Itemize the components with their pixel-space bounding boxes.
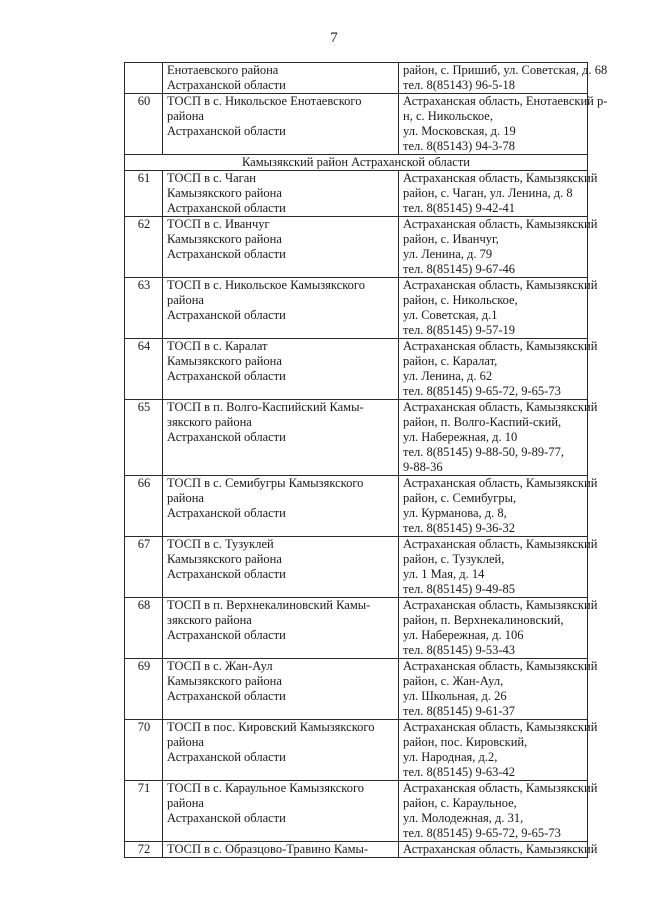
table-row — [125, 94, 588, 155]
office-name-cell — [163, 720, 399, 781]
office-address-line: тел. 8(85145) 9-42-41 — [403, 201, 516, 215]
row-number: 66 — [125, 476, 163, 537]
table-row — [125, 598, 588, 659]
office-name-line: Астраханской области — [167, 308, 286, 322]
office-address-line: ул. 1 Мая, д. 14 — [403, 567, 485, 581]
office-address-cell — [399, 598, 598, 659]
row-number: 70 — [125, 720, 163, 781]
table-row — [125, 781, 588, 842]
office-address-line: Астраханская область, Камызякский — [403, 720, 598, 734]
section-header-row — [125, 155, 588, 171]
office-name-line: района — [167, 491, 204, 505]
office-name-line: ТОСП в с. Семибугры Камызякского — [167, 476, 364, 490]
office-address-line: район, с. Чаган, ул. Ленина, д. 8 — [403, 186, 573, 200]
table-row — [125, 476, 588, 537]
office-address-line: ул. Советская, д.1 — [403, 308, 498, 322]
office-address-cell — [399, 476, 598, 537]
office-address-line: Астраханская область, Камызякский — [403, 598, 598, 612]
office-address-line: Астраханская область, Камызякский — [403, 659, 598, 673]
office-name-line: Астраханской области — [167, 201, 286, 215]
table-row — [125, 63, 588, 94]
office-name-line: ТОСП в с. Иванчуг — [167, 217, 270, 231]
section-title: Камызякский район Астраханской области — [125, 155, 588, 171]
office-address-cell — [399, 537, 598, 598]
office-address-line: район, с. Никольское, — [403, 293, 518, 307]
office-registry-table — [124, 62, 608, 858]
office-address-line: район, с. Караульное, — [403, 796, 517, 810]
office-name-line: Астраханской области — [167, 506, 286, 520]
office-name-cell — [163, 781, 399, 842]
office-name-line: ТОСП в с. Чаган — [167, 171, 257, 185]
office-name-cell — [163, 171, 399, 217]
office-address-cell — [399, 720, 598, 781]
office-address-cell — [399, 63, 608, 94]
office-address-cell — [399, 659, 598, 720]
office-address-line: Астраханская область, Камызякский — [403, 537, 598, 551]
office-address-cell — [399, 842, 598, 858]
office-name-cell — [163, 94, 399, 155]
office-name-line: ТОСП в п. Волго-Каспийский Камы- — [167, 400, 364, 414]
office-name-line: ТОСП в с. Тузуклей — [167, 537, 274, 551]
office-address-line: район, п. Волго-Каспий-ский, — [403, 415, 562, 429]
office-name-line: ТОСП в с. Никольское Енотаевского — [167, 94, 362, 108]
row-number: 60 — [125, 94, 163, 155]
office-name-line: Астраханской области — [167, 811, 286, 825]
office-name-line: Астраханской области — [167, 567, 286, 581]
office-name-line: ТОСП в с. Жан-Аул — [167, 659, 273, 673]
table-row — [125, 400, 588, 476]
office-name-cell — [163, 659, 399, 720]
office-address-line: район, с. Иванчуг, — [403, 232, 499, 246]
office-address-line: тел. 8(85145) 9-88-50, 9-89-77, — [403, 445, 564, 459]
page-number: 7 — [330, 30, 338, 46]
office-name-line: района — [167, 735, 204, 749]
office-name-cell — [163, 842, 399, 858]
office-name-line: Астраханской области — [167, 124, 286, 138]
office-address-cell — [399, 94, 608, 155]
office-name-cell — [163, 63, 399, 94]
office-address-line: Астраханская область, Камызякский — [403, 171, 598, 185]
row-number: 65 — [125, 400, 163, 476]
office-name-line: ТОСП в с. Никольское Камызякского — [167, 278, 365, 292]
row-number: 68 — [125, 598, 163, 659]
office-name-line: Астраханской области — [167, 430, 286, 444]
office-address-line: район, с. Жан-Аул, — [403, 674, 504, 688]
office-name-line: ТОСП в с. Каралат — [167, 339, 268, 353]
office-name-cell — [163, 339, 399, 400]
table-row — [125, 217, 588, 278]
office-name-line: Астраханской области — [167, 247, 286, 261]
office-address-line: Астраханская область, Камызякский — [403, 278, 598, 292]
office-address-line: тел. 8(85145) 9-57-19 — [403, 323, 516, 337]
table-row — [125, 659, 588, 720]
table-row — [125, 339, 588, 400]
office-address-line: район, с. Каралат, — [403, 354, 498, 368]
row-number: 72 — [125, 842, 163, 858]
office-name-cell — [163, 400, 399, 476]
office-address-line: район, с. Тузуклей, — [403, 552, 505, 566]
office-address-line: район, с. Семибугры, — [403, 491, 517, 505]
office-name-line: ТОСП в п. Верхнекалиновский Камы- — [167, 598, 371, 612]
office-name-line: района — [167, 109, 204, 123]
office-name-line: района — [167, 293, 204, 307]
office-name-line: района — [167, 796, 204, 810]
office-address-cell — [399, 171, 598, 217]
office-name-line: Камызякского района — [167, 232, 282, 246]
office-address-line: ул. Молодежная, д. 31, — [403, 811, 524, 825]
office-name-line: ТОСП в с. Образцово-Травино Камы- — [167, 842, 369, 856]
office-name-cell — [163, 537, 399, 598]
office-name-line: Астраханской области — [167, 369, 286, 383]
row-number: 63 — [125, 278, 163, 339]
office-address-line: ул. Курманова, д. 8, — [403, 506, 507, 520]
office-name-cell — [163, 476, 399, 537]
row-number: 64 — [125, 339, 163, 400]
office-address-line: район, с. Пришиб, ул. Советская, д. 68 — [403, 63, 608, 77]
table-row — [125, 171, 588, 217]
row-number: 67 — [125, 537, 163, 598]
office-address-line: Астраханская область, Камызякский — [403, 400, 598, 414]
office-address-line: район, п. Верхнекалиновский, — [403, 613, 564, 627]
office-name-line: зякского района — [167, 613, 252, 627]
office-address-line: тел. 8(85143) 94-3-78 — [403, 139, 516, 153]
office-address-line: ул. Набережная, д. 106 — [403, 628, 524, 642]
office-address-line: ул. Народная, д.2, — [403, 750, 498, 764]
table-row — [125, 278, 588, 339]
office-name-line: Камызякского района — [167, 674, 282, 688]
office-address-line: район, пос. Кировский, — [403, 735, 528, 749]
office-name-line: Камызякского района — [167, 552, 282, 566]
office-address-cell — [399, 278, 598, 339]
office-name-line: Астраханской области — [167, 689, 286, 703]
office-address-line: тел. 8(85143) 96-5-18 — [403, 78, 516, 92]
office-address-line: ул. Ленина, д. 79 — [403, 247, 493, 261]
row-number — [125, 63, 163, 94]
office-address-line: ул. Ленина, д. 62 — [403, 369, 493, 383]
office-name-line: Астраханской области — [167, 78, 286, 92]
row-number: 69 — [125, 659, 163, 720]
office-address-line: тел. 8(85145) 9-63-42 — [403, 765, 516, 779]
office-name-line: Камызякского района — [167, 354, 282, 368]
office-address-line: Астраханская область, Камызякский — [403, 476, 598, 490]
table-row — [125, 720, 588, 781]
office-address-line: н, с. Никольское, — [403, 109, 493, 123]
office-name-line: зякского района — [167, 415, 252, 429]
office-name-cell — [163, 217, 399, 278]
registry-body — [125, 63, 608, 858]
office-name-cell — [163, 598, 399, 659]
office-address-line: ул. Набережная, д. 10 — [403, 430, 518, 444]
office-address-line: 9-88-36 — [403, 460, 443, 474]
office-name-line: Астраханской области — [167, 628, 286, 642]
office-address-line: тел. 8(85145) 9-65-72, 9-65-73 — [403, 826, 561, 840]
office-address-line: тел. 8(85145) 9-65-72, 9-65-73 — [403, 384, 561, 398]
office-address-line: тел. 8(85145) 9-49-85 — [403, 582, 516, 596]
office-name-line: Астраханской области — [167, 750, 286, 764]
office-address-line: тел. 8(85145) 9-53-43 — [403, 643, 516, 657]
office-address-line: Астраханская область, Енотаевский р- — [403, 94, 608, 108]
row-number: 61 — [125, 171, 163, 217]
table-row — [125, 842, 588, 858]
office-address-line: Астраханская область, Камызякский — [403, 339, 598, 353]
office-address-line: тел. 8(85145) 9-67-46 — [403, 262, 516, 276]
office-name-line: Камызякского района — [167, 186, 282, 200]
office-address-line: Астраханская область, Камызякский — [403, 217, 598, 231]
office-address-cell — [399, 339, 598, 400]
office-address-line: Астраханская область, Камызякский — [403, 842, 598, 856]
office-address-line: ул. Московская, д. 19 — [403, 124, 516, 138]
office-name-line: ТОСП в пос. Кировский Камызякского — [167, 720, 375, 734]
office-address-line: Астраханская область, Камызякский — [403, 781, 598, 795]
office-name-cell — [163, 278, 399, 339]
office-address-line: тел. 8(85145) 9-61-37 — [403, 704, 516, 718]
office-address-cell — [399, 781, 598, 842]
office-address-line: тел. 8(85145) 9-36-32 — [403, 521, 516, 535]
row-number: 62 — [125, 217, 163, 278]
office-address-line: ул. Школьная, д. 26 — [403, 689, 507, 703]
office-address-cell — [399, 400, 598, 476]
row-number: 71 — [125, 781, 163, 842]
office-name-line: ТОСП в с. Караульное Камызякского — [167, 781, 365, 795]
office-name-line: Енотаевского района — [167, 63, 279, 77]
office-address-cell — [399, 217, 598, 278]
table-row — [125, 537, 588, 598]
